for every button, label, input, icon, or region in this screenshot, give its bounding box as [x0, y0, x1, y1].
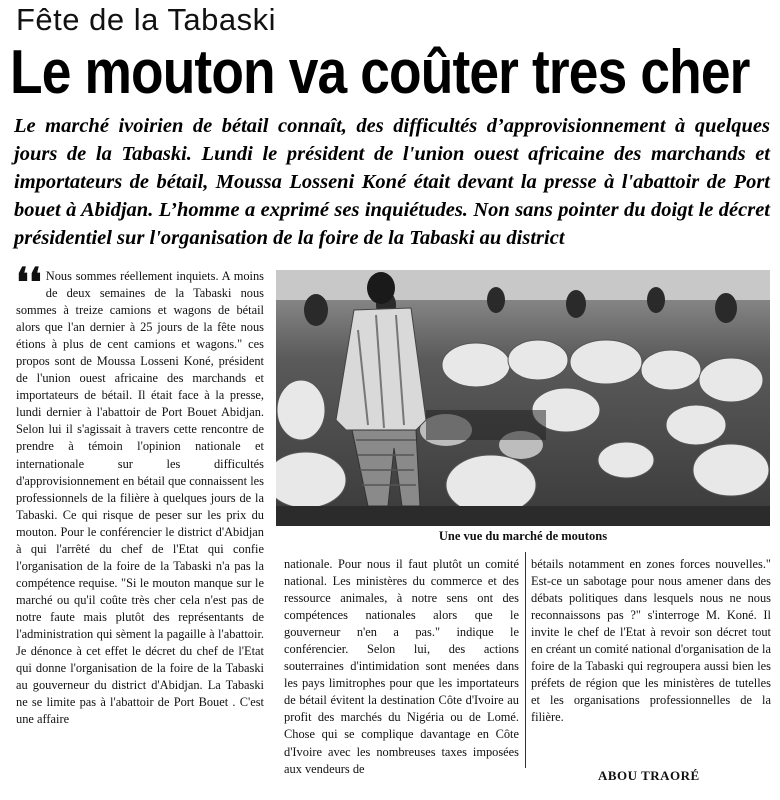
column-divider [525, 552, 526, 768]
column-2-text: nationale. Pour nous il faut plutôt un comité national. Les ministères du commerce et des ressource animales, à notre sens ont des compétences nationales alors que le gouverneur n'en a pas." indique le conférencier. Selon lui, des actions souterraines d'intimidation sont menées dans les pays limitrophes pour que les importateurs de bétail évitent la destination Côte d'Ivoire au profit des marchés du Nigéria ou de Lomé. Chose qui se complique davantage en Côte d'Ivoire avec les nombreuses taxes imposées aux vendeurs de [284, 557, 519, 776]
column-3 [531, 556, 771, 726]
byline: ABOU TRAORÉ [598, 768, 700, 783]
quote-mark-icon: ❛❛ [16, 260, 42, 305]
headline: Le mouton va coûter tres cher [10, 38, 750, 107]
lead-paragraph: Le marché ivoirien de bétail connaît, des difficultés d’approvisionnement à quelques jours de la Tabaski. Lundi le président de l'union ouest africaine des marchands et importateurs de bétail, Moussa Losseni Koné était devant la presse à l'abattoir de Port bouet à Abidjan. L’homme a exprimé ses inquiétudes. Non sans pointer du doigt le décret présidentiel sur l'organisation de la foire de la Tabaski au district [14, 115, 770, 249]
column-1 [16, 260, 264, 728]
column-2 [284, 556, 519, 778]
photo-sheep-market [276, 270, 770, 526]
column-3-text: bétails notamment en zones forces nouvelles." Est-ce un sabotage pour nous amener dans des débats politiques dans lesquels nous ne nous reconnaissons pas ?" s'interroge M. Koné. Il invite le chef de l'Etat à revoir son décret tout en créant un comité national d'organisation de la foire de la Tabaski qui regroupera aussi bien les préfets de région que les ministères de tutelles et les organisations professionnelles de la filière. [531, 557, 771, 725]
column-1-text: Nous sommes réellement inquiets. A moins de deux semaines de la Tabaski nous sommes à treize camions et wagons de bétail alors que l'an dernier à 25 jours de la fête nous étions à plus de cent camions et wagons." ces propos sont de Moussa Losseni Koné, président de l'union ouest africaine des marchands et importateurs de bétail. Il était face à la presse, lundi dernier à l'abattoir de Port Bouet Abidjan. Selon lui il s'agissait à travers cette rencontre de prendre à témoin l'opinion nationale et internationale sur les difficultés d'approvisionnement en bétail que connaissent les professionnels de la filière à quelques jours de la Tabaski. Ce qui risque de peser sur les prix du mouton. Pour le conférencier le district d'Abidjan à qui l'arrêté du chef de l'Etat qui confie l'organisation de la foire de la Tabaski n'a pas la compétence requise. "Si le mouton manque sur le marché ou qu'il coûte très cher cela n'est pas de notre faute mais plutôt des représentants de l'administration qui sèment la pagaille à l'abattoir. Je dénonce à cet effet le décret du chef de l'Etat qui donne l'organisation de la foire de la Tabaski au gouverneur du district d'Abidjan. La Tabaski ne se limite pas à l'abattoir de Port Bouet . C'est une affaire [16, 269, 264, 727]
photo-caption: Une vue du marché de moutons [438, 529, 608, 543]
kicker: Fête de la Tabaski [16, 2, 277, 37]
